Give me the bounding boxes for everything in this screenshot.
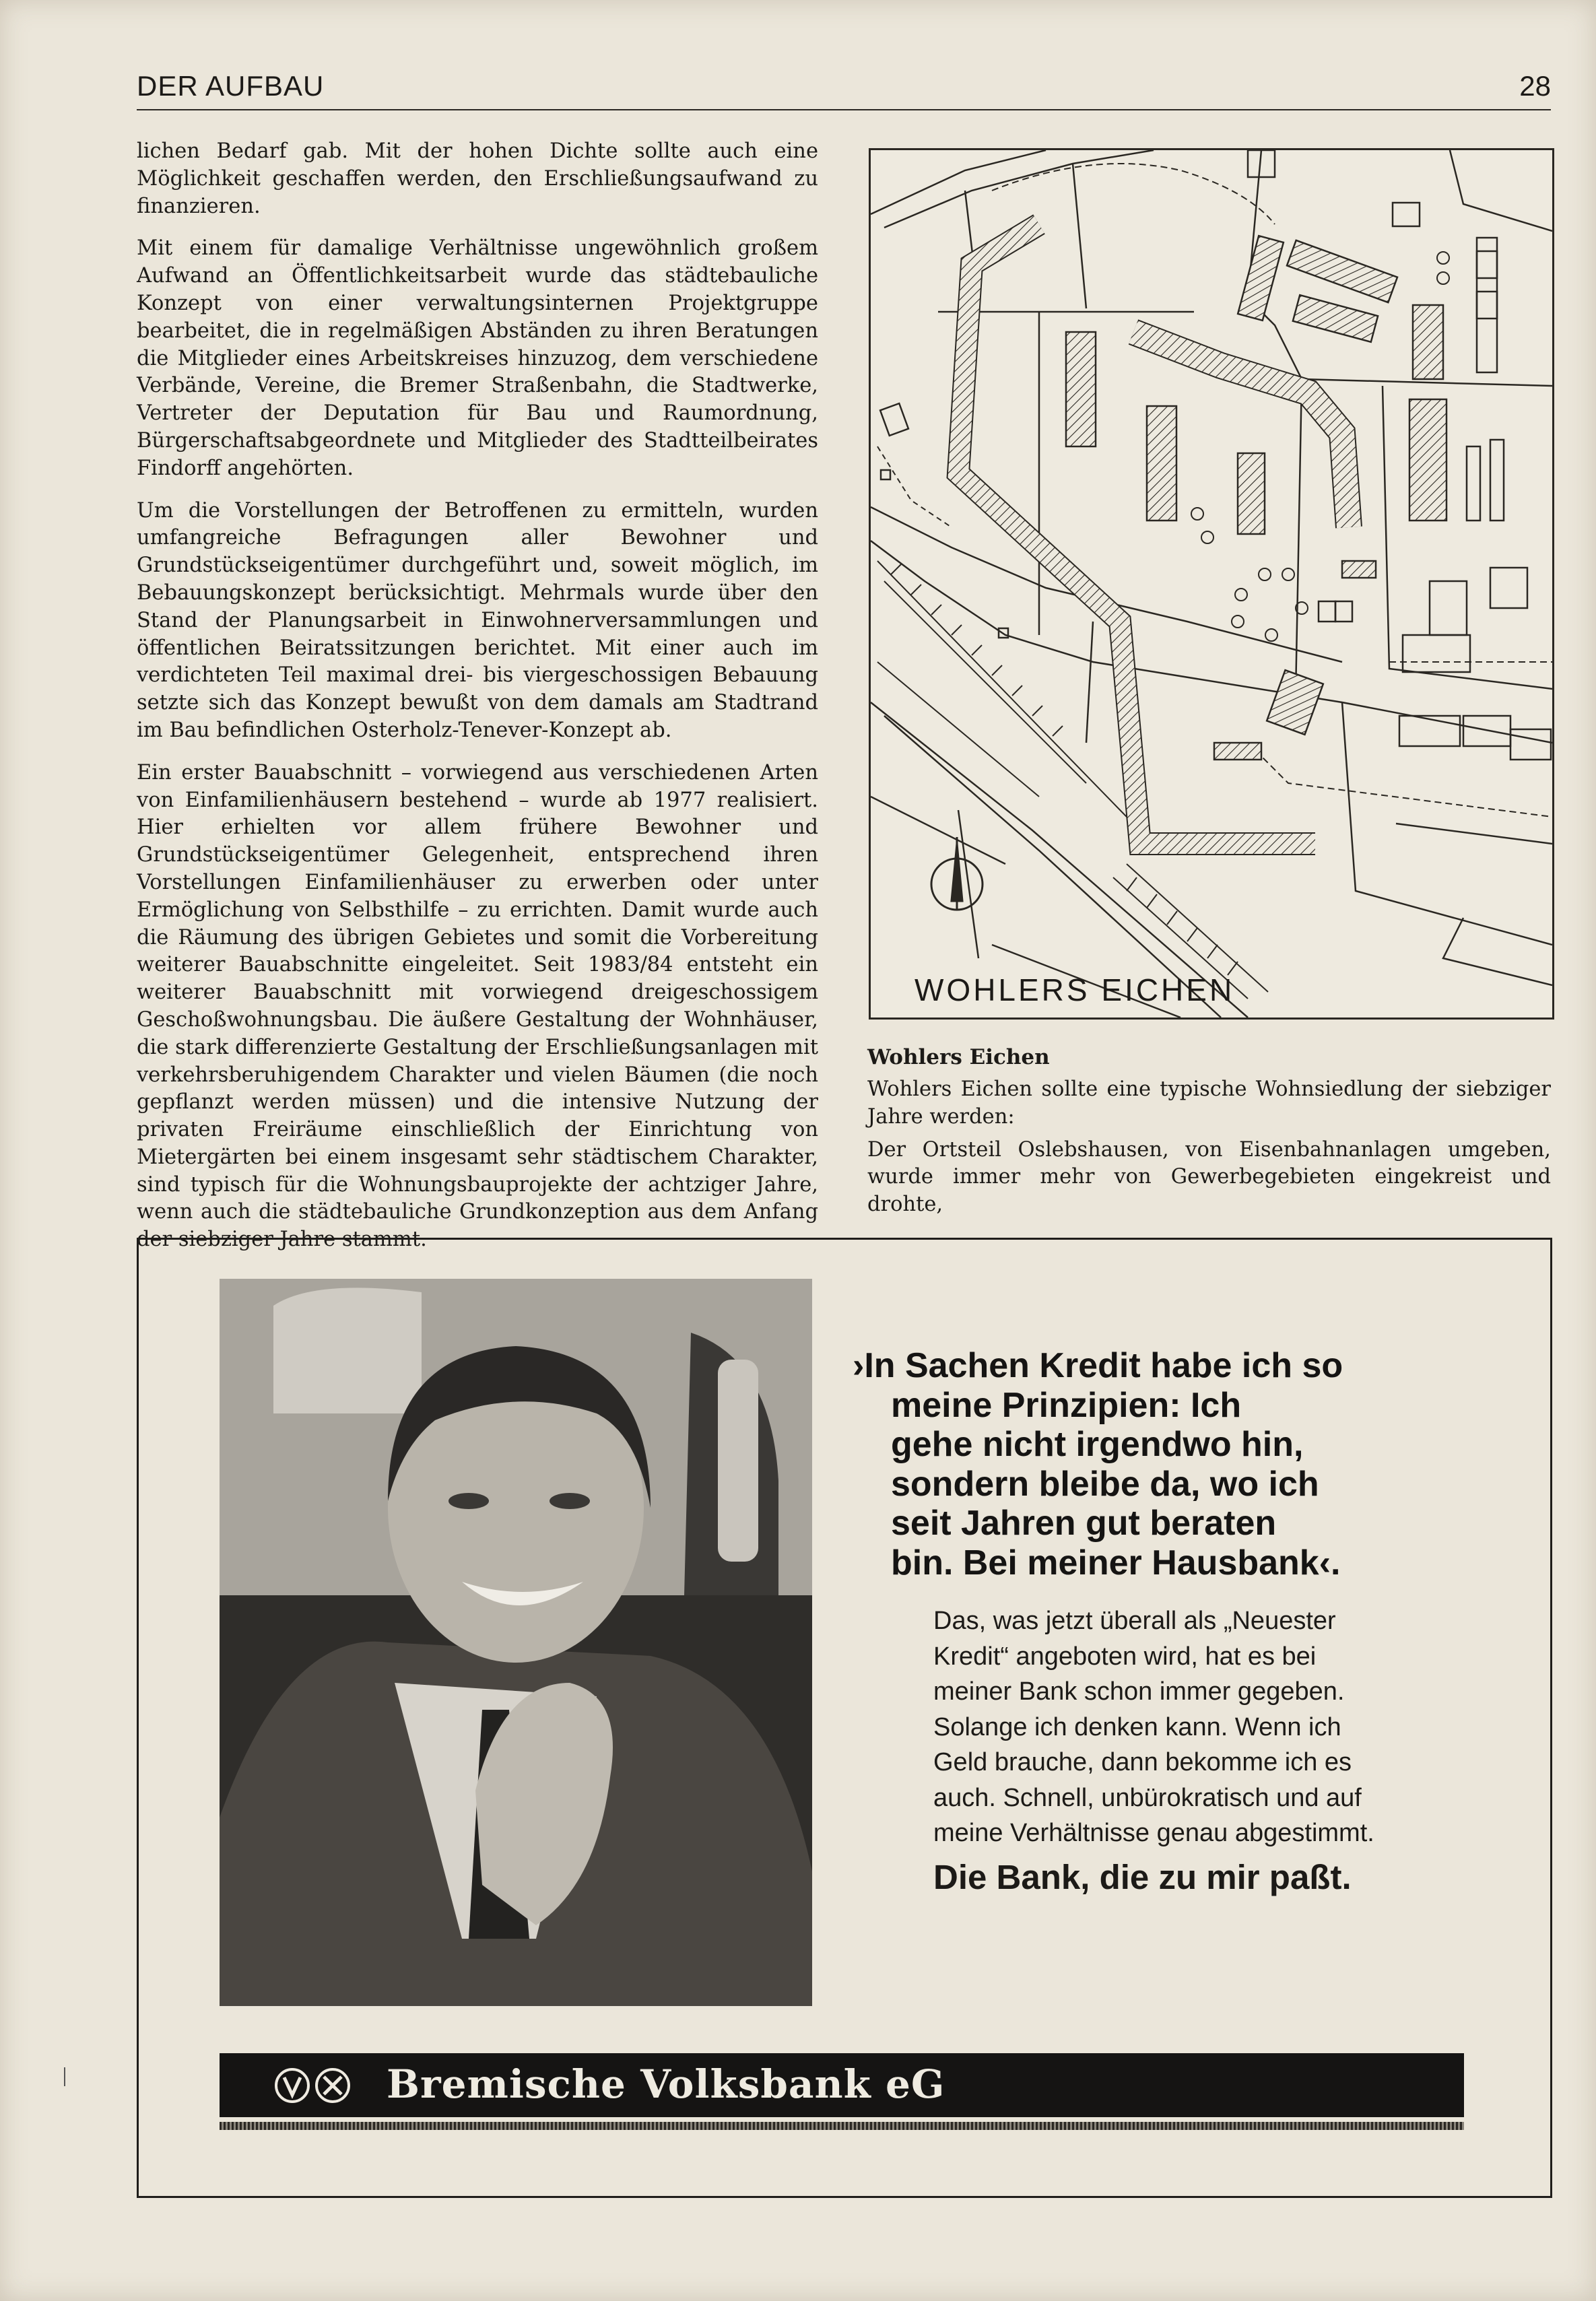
road-line [1396, 824, 1552, 844]
quote-line: ›In Sachen Kredit habe ich so [853, 1346, 1343, 1385]
paragraph: lichen Bedarf gab. Mit der hohen Dichte sollte auch eine Möglichkeit geschaffen werden, den Erschließungsaufwand zu finanzieren. [137, 139, 818, 218]
scan-mark [64, 2067, 65, 2086]
building-outline [1319, 601, 1335, 622]
road-line [1383, 386, 1552, 689]
body-line: meine Verhältnisse genau abgestimmt. [933, 1819, 1374, 1847]
section-heading: Wohlers Eichen [867, 1045, 1050, 1069]
paragraph: Ein erster Bauabschnitt – vorwiegend aus verschiedenen Arten von Einfamilienhäusern bestehend – wurde ab 1977 realisiert. Hier erhielten vor allem frühere Bewohner und Grundstückseigentümer Gelegenheit, entsprechend ihren Vorstellungen Einfamilienhäuser zu erwerben oder unter Ermöglichung von Selbsthilfe – zu errichten. Damit wurde auch die Räumung des übrigen Gebietes und somit die Vorbereitung weiterer Bauabschnitte eingeleitet. Seit 1983/84 entsteht ein weiterer Bauabschnitt mit vorwiegend dreigeschossigem Geschoßwohnungsbau. Die äußere Gestaltung der Wohnhäuser, die stark differenzierte Gestaltung der Erschließungsanlagen mit verkehrsberuhigendem Charakter und vielen Bäumen (die noch gepflanzt werden müssen) und die intensive Nutzung der privaten Freiräume einschließlich der Einrichtung von Mietergärten bei einem insgesamt sehr städtischem Charakter, sind typisch für die Wohnungsbauprojekte der achtziger Jahre, wenn auch die städtebauliche Grundkonzeption aus dem Anfang der siebziger Jahre stammt. [137, 760, 818, 1252]
tree [1437, 252, 1449, 264]
magazine-title: DER AUFBAU [137, 70, 325, 102]
site-plan-drawing [871, 150, 1552, 1018]
building-block [1147, 406, 1176, 521]
bank-name: Bremische Volksbank eG [387, 2061, 945, 2107]
building-outline [1490, 568, 1527, 608]
building-block [1342, 561, 1376, 578]
building-block [1238, 236, 1284, 321]
building-outline [881, 470, 890, 479]
body-line: Das, was jetzt überall als „Neuester [933, 1607, 1336, 1635]
railway-ties [891, 564, 1063, 736]
building-block [1267, 670, 1323, 735]
road-line [1086, 622, 1093, 743]
site-plan-label: WOHLERS EICHEN [915, 972, 1235, 1007]
dashed-path [1248, 743, 1552, 817]
site-plan [869, 148, 1554, 1020]
road-line [1450, 150, 1552, 231]
portrait-photo [220, 1279, 812, 2006]
building-outline [1510, 729, 1551, 760]
road-line [1248, 150, 1302, 729]
left-text-column [137, 138, 818, 1269]
road-line [1443, 918, 1552, 985]
right-text-column [867, 1044, 1551, 1224]
tree [1259, 568, 1271, 580]
building-outline [1403, 635, 1470, 672]
page-number: 28 [1519, 70, 1551, 102]
portrait-illustration [220, 1279, 812, 2006]
tree [1265, 629, 1277, 641]
ad-quote [853, 1346, 1499, 1582]
building-outline [1477, 238, 1497, 372]
quote-line: sondern bleibe da, wo ich [891, 1464, 1319, 1504]
building-outline [880, 403, 908, 436]
ad-slogan: Die Bank, die zu mir paßt. [933, 1858, 1352, 1896]
decorative-rule [220, 2122, 1464, 2130]
quote-line: bin. Bei meiner Hausbank‹. [891, 1543, 1341, 1582]
quote-line: meine Prinzipien: Ich [891, 1385, 1242, 1425]
tree [1191, 508, 1203, 520]
tree [1235, 589, 1247, 601]
building-outline [1467, 446, 1480, 521]
tree [1201, 531, 1213, 543]
paragraph: Wohlers Eichen sollte eine typische Wohnsiedlung der siebziger Jahre werden: [867, 1077, 1551, 1129]
building-block [1287, 240, 1397, 302]
body-line: meiner Bank schon immer gegeben. [933, 1677, 1345, 1706]
tree [1232, 615, 1244, 628]
road-line [1342, 702, 1552, 945]
volksbank-logo-icon [273, 2067, 374, 2104]
tree [1437, 272, 1449, 284]
building-block [1214, 743, 1261, 760]
quote-line: gehe nicht irgendwo hin, [891, 1425, 1304, 1464]
building-outline [1399, 716, 1460, 746]
quote-line: seit Jahren gut beraten [891, 1504, 1277, 1543]
tree [1282, 568, 1294, 580]
paragraph: Mit einem für damalige Verhältnisse ungewöhnlich großem Aufwand an Öffentlichkeitsarbeit wurde das städtebauliche Konzept von einer verwaltungsinternen Projektgruppe bearbeitet, die in regelmäßigen Abständen zu ihren Beratungen die Mitglieder eines Arbeitskreises hinzuzog, dem verschiedene Verbände, Vereine, die Bremer Straßenbahn, die Stadtwerke, Vertreter der Deputation für Bau und Raumordnung, Bürgerschaftsabgeordnete und Mitglieder des Stadtteilbeirates Findorff angehörten. [137, 236, 818, 480]
road-line [871, 541, 1552, 743]
building-block [1293, 295, 1378, 342]
body-line: auch. Schnell, unbürokratisch und auf [933, 1783, 1362, 1812]
road-line [1302, 379, 1552, 386]
building-outline [1430, 581, 1467, 635]
dashed-path [992, 164, 1275, 224]
building-block [1409, 399, 1447, 521]
ad-body-text [933, 1603, 1459, 1851]
building-outline [1393, 203, 1420, 226]
building-outline [1490, 440, 1504, 521]
paragraph: Der Ortsteil Oslebshausen, von Eisenbahnanlagen umgeben, wurde immer mehr von Gewerbegebieten eingekreist und drohte, [867, 1137, 1551, 1217]
bank-name-bar [220, 2053, 1464, 2117]
page-header [137, 69, 1551, 110]
body-line: Kredit“ angeboten wird, hat es bei [933, 1642, 1317, 1671]
bank-advertisement [137, 1238, 1552, 2198]
body-line: Solange ich denken kann. Wenn ich [933, 1712, 1341, 1741]
building-outline [1335, 601, 1352, 622]
paragraph: Um die Vorstellungen der Betroffenen zu ermitteln, wurden umfangreiche Befragungen aller Bewohner und Grundstückseigentümer durchgeführt und, soweit möglich, im Bebauungskonzept berücksichtigt. Mehrmals wurde über den Stand der Planungsarbeit in Einwohnerversammlungen und öffentlichen Beiratssitzungen berichtet. Mit einer auch im verdichteten Teil maximal drei- bis viergeschossigen Bebauung setzte sich das Konzept bewußt von dem damals am Stadtrand im Bau befindlichen Osterholz-Tenever-Konzept ab. [137, 498, 818, 742]
building-block [1066, 332, 1096, 446]
building-block [1238, 453, 1265, 534]
building-outline [1477, 251, 1497, 278]
building-block [1413, 305, 1443, 379]
road-line [871, 150, 1046, 214]
body-line: Geld brauche, dann bekomme ich es [933, 1748, 1352, 1776]
building-outline [1477, 292, 1497, 319]
